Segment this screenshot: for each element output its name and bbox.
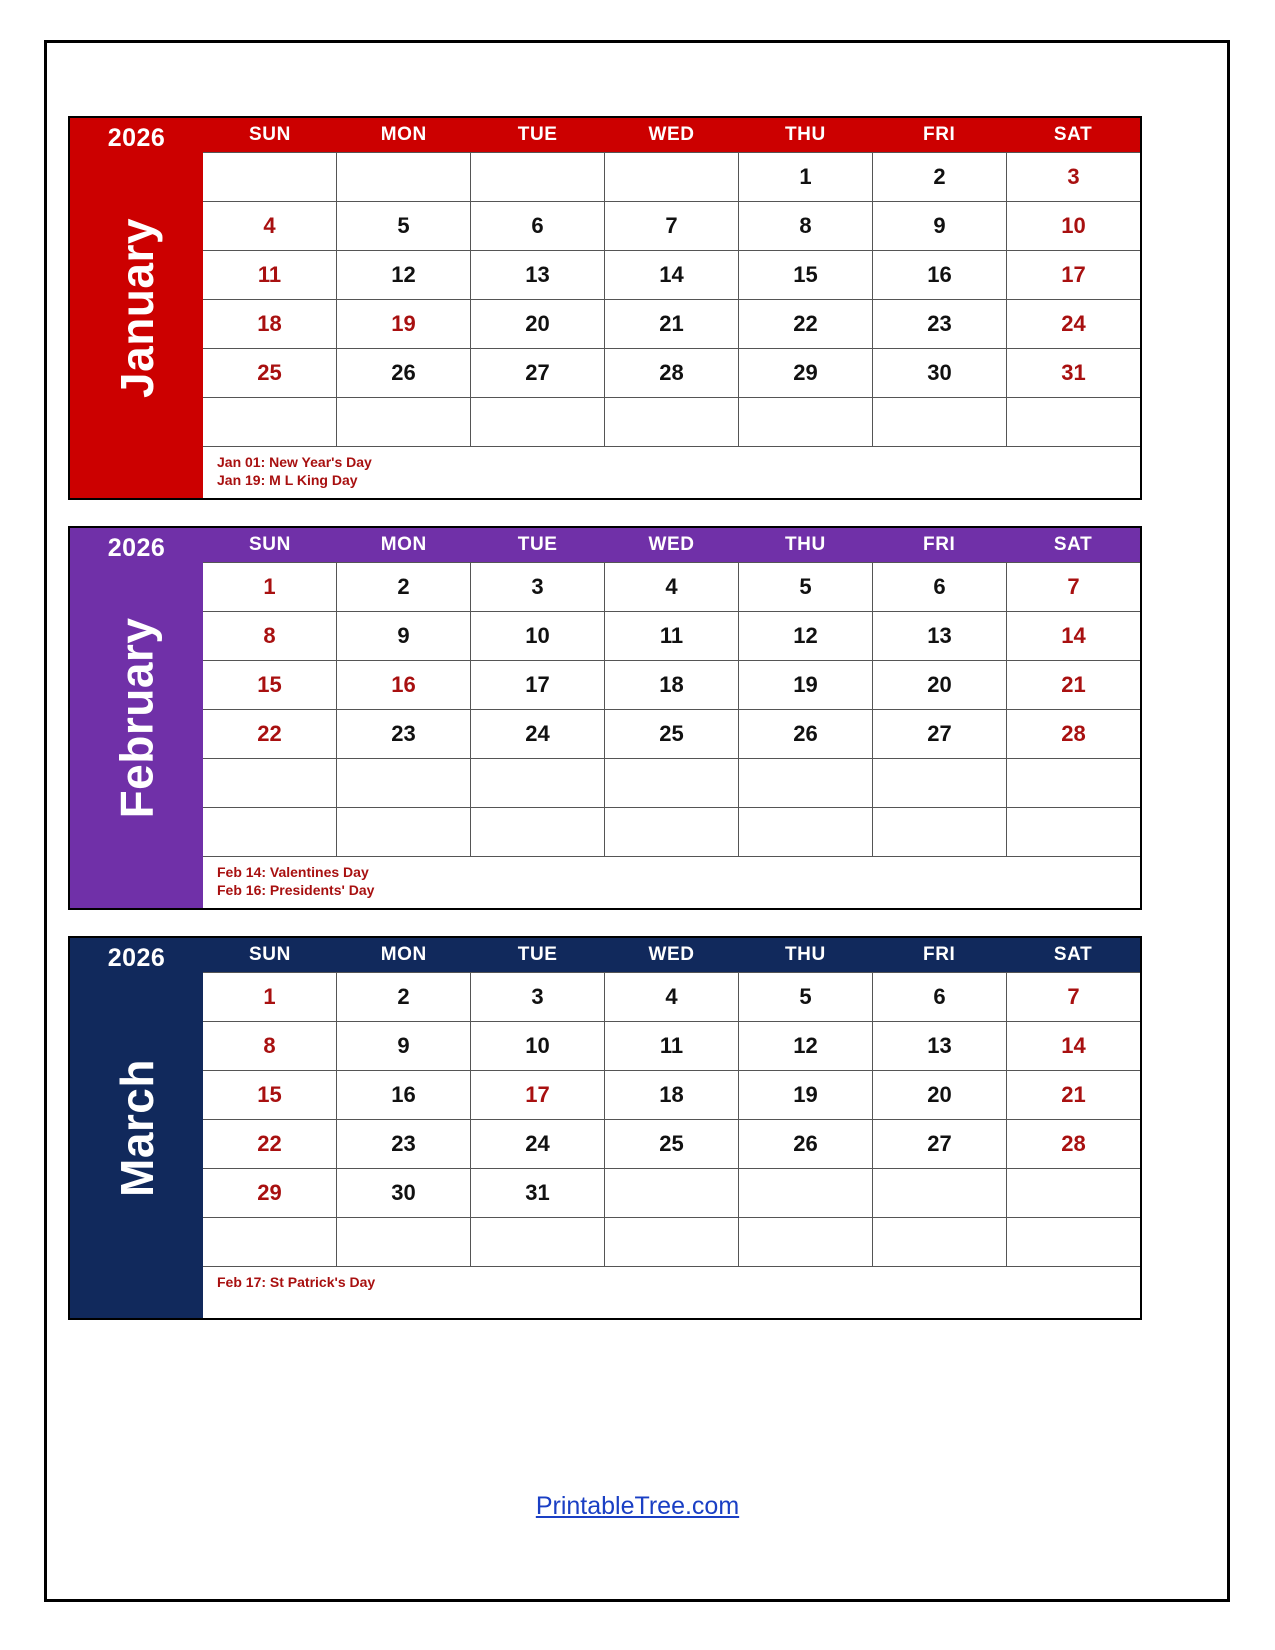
- month-side-panel: [70, 528, 203, 908]
- day-cell[interactable]: 8: [738, 201, 872, 250]
- day-cell[interactable]: [203, 807, 336, 856]
- day-cell[interactable]: 31: [470, 1168, 604, 1217]
- day-cell[interactable]: [604, 397, 738, 446]
- day-cell[interactable]: 19: [738, 660, 872, 709]
- day-cell[interactable]: 25: [604, 709, 738, 758]
- day-cell[interactable]: 17: [1006, 250, 1140, 299]
- day-cell[interactable]: [604, 1168, 738, 1217]
- day-cell[interactable]: 9: [872, 201, 1006, 250]
- day-cell[interactable]: 6: [470, 201, 604, 250]
- day-cell[interactable]: 7: [1006, 972, 1140, 1021]
- day-cell[interactable]: 31: [1006, 348, 1140, 397]
- weekday-header-cell: TUE: [517, 944, 558, 965]
- day-cell[interactable]: 20: [872, 660, 1006, 709]
- calendar-months: [68, 116, 1142, 1346]
- day-cell[interactable]: 4: [604, 972, 738, 1021]
- day-cell[interactable]: 23: [336, 1119, 470, 1168]
- month-year-label: 2026: [107, 944, 166, 972]
- weekday-header-cell: SAT: [1053, 124, 1093, 145]
- week-row: [203, 807, 1140, 856]
- day-cell[interactable]: 21: [1006, 1070, 1140, 1119]
- day-cell[interactable]: [203, 1217, 336, 1266]
- day-cell[interactable]: 18: [604, 1070, 738, 1119]
- day-cell[interactable]: [470, 1217, 604, 1266]
- day-cell[interactable]: 9: [336, 1021, 470, 1070]
- day-cell[interactable]: 27: [872, 1119, 1006, 1168]
- week-row: [203, 758, 1140, 807]
- month-block: [68, 116, 1142, 500]
- day-cell[interactable]: 25: [203, 348, 336, 397]
- day-cell[interactable]: 19: [336, 299, 470, 348]
- day-cell[interactable]: [470, 758, 604, 807]
- weekday-header-cell: FRI: [923, 124, 956, 145]
- weekday-header-cell: TUE: [517, 534, 558, 555]
- day-cell[interactable]: 5: [738, 972, 872, 1021]
- day-cell[interactable]: 24: [470, 1119, 604, 1168]
- day-cell[interactable]: 3: [470, 562, 604, 611]
- weekday-header-cell: THU: [784, 944, 826, 965]
- printabletree-link[interactable]: PrintableTree.com: [535, 1492, 740, 1520]
- week-row: [203, 299, 1140, 348]
- weekday-header-cell: TUE: [517, 124, 558, 145]
- day-cell[interactable]: 9: [336, 611, 470, 660]
- weekday-header-cell: SAT: [1053, 534, 1093, 555]
- day-cell[interactable]: 27: [872, 709, 1006, 758]
- weekday-header-cell: MON: [380, 534, 427, 555]
- holiday-note-line: Feb 14: Valentines Day: [217, 864, 369, 880]
- day-cell[interactable]: 28: [1006, 709, 1140, 758]
- day-cell[interactable]: 12: [738, 611, 872, 660]
- week-row: [203, 201, 1140, 250]
- weekday-header-cell: THU: [784, 534, 826, 555]
- day-cell[interactable]: 5: [336, 201, 470, 250]
- day-cell[interactable]: 16: [872, 250, 1006, 299]
- day-cell[interactable]: [738, 807, 872, 856]
- day-cell[interactable]: 7: [1006, 562, 1140, 611]
- day-cell[interactable]: 16: [336, 660, 470, 709]
- weekday-header-cell: WED: [648, 944, 695, 965]
- day-cell[interactable]: 10: [1006, 201, 1140, 250]
- day-cell[interactable]: 23: [336, 709, 470, 758]
- day-cell[interactable]: 30: [872, 348, 1006, 397]
- day-cell[interactable]: 13: [872, 1021, 1006, 1070]
- day-cell[interactable]: 4: [203, 201, 336, 250]
- holiday-note-line: Jan 01: New Year's Day: [217, 454, 372, 470]
- day-cell[interactable]: [604, 152, 738, 201]
- day-cell[interactable]: [336, 758, 470, 807]
- weekday-header-cell: SUN: [248, 944, 291, 965]
- day-cell[interactable]: 30: [336, 1168, 470, 1217]
- day-cell[interactable]: [604, 807, 738, 856]
- day-cell[interactable]: 10: [470, 1021, 604, 1070]
- day-cell[interactable]: [470, 397, 604, 446]
- month-grid: [203, 118, 1140, 498]
- day-cell[interactable]: 2: [872, 152, 1006, 201]
- day-cell[interactable]: 23: [872, 299, 1006, 348]
- month-name-label: [70, 528, 203, 908]
- day-cell[interactable]: 12: [738, 1021, 872, 1070]
- day-cell[interactable]: 28: [1006, 1119, 1140, 1168]
- day-cell[interactable]: [872, 758, 1006, 807]
- weekday-header-cell: SAT: [1053, 944, 1093, 965]
- day-cell[interactable]: [470, 807, 604, 856]
- day-cell[interactable]: [470, 152, 604, 201]
- weekday-header-cell: THU: [784, 124, 826, 145]
- day-cell[interactable]: [336, 807, 470, 856]
- day-cell[interactable]: 2: [336, 562, 470, 611]
- day-cell[interactable]: 4: [604, 562, 738, 611]
- day-cell[interactable]: 11: [203, 250, 336, 299]
- day-cell[interactable]: 14: [604, 250, 738, 299]
- week-row: [203, 152, 1140, 201]
- day-cell[interactable]: 13: [872, 611, 1006, 660]
- day-cell[interactable]: 14: [1006, 1021, 1140, 1070]
- month-block: [68, 936, 1142, 1320]
- day-cell[interactable]: [738, 1217, 872, 1266]
- weekday-header-cell: WED: [648, 534, 695, 555]
- day-cell[interactable]: 20: [470, 299, 604, 348]
- week-row: [203, 611, 1140, 660]
- day-cell[interactable]: 22: [203, 1119, 336, 1168]
- week-row: [203, 1070, 1140, 1119]
- weekday-header-row: [203, 118, 1140, 152]
- day-cell[interactable]: 12: [336, 250, 470, 299]
- month-name-text: February: [110, 617, 163, 819]
- day-cell[interactable]: 22: [203, 709, 336, 758]
- week-row: [203, 972, 1140, 1021]
- day-cell[interactable]: 15: [203, 1070, 336, 1119]
- week-row: [203, 660, 1140, 709]
- day-cell[interactable]: 25: [604, 1119, 738, 1168]
- day-cell[interactable]: 19: [738, 1070, 872, 1119]
- month-name-label: [70, 938, 203, 1318]
- month-grid: [203, 938, 1140, 1318]
- weekday-header-cell: WED: [648, 124, 695, 145]
- day-cell[interactable]: 29: [738, 348, 872, 397]
- day-cell[interactable]: [872, 1217, 1006, 1266]
- day-cell[interactable]: [336, 397, 470, 446]
- weekday-header-row: [203, 938, 1140, 972]
- day-cell[interactable]: [1006, 758, 1140, 807]
- month-side-panel: [70, 118, 203, 498]
- month-block: [68, 526, 1142, 910]
- day-cell[interactable]: 21: [604, 299, 738, 348]
- weekday-header-cell: FRI: [923, 534, 956, 555]
- day-cell[interactable]: 6: [872, 972, 1006, 1021]
- day-cell[interactable]: 17: [470, 660, 604, 709]
- day-cell[interactable]: [336, 152, 470, 201]
- weekday-header-cell: MON: [380, 124, 427, 145]
- holiday-notes: [203, 1266, 1140, 1318]
- day-cell[interactable]: 24: [1006, 299, 1140, 348]
- month-side-panel: [70, 938, 203, 1318]
- weekday-header-cell: SUN: [248, 534, 291, 555]
- day-cell[interactable]: [872, 807, 1006, 856]
- day-cell[interactable]: 18: [604, 660, 738, 709]
- month-name-label: [70, 118, 203, 498]
- holiday-notes: [203, 446, 1140, 498]
- month-year-label: 2026: [107, 534, 166, 562]
- day-cell[interactable]: 11: [604, 1021, 738, 1070]
- day-cell[interactable]: [1006, 1217, 1140, 1266]
- day-cell[interactable]: [336, 1217, 470, 1266]
- day-cell[interactable]: [203, 152, 336, 201]
- day-cell[interactable]: 3: [470, 972, 604, 1021]
- day-cell[interactable]: [872, 1168, 1006, 1217]
- day-cell[interactable]: 8: [203, 611, 336, 660]
- day-cell[interactable]: [872, 397, 1006, 446]
- day-cell[interactable]: 29: [203, 1168, 336, 1217]
- day-cell[interactable]: 26: [336, 348, 470, 397]
- day-cell[interactable]: 22: [738, 299, 872, 348]
- day-cell[interactable]: 5: [738, 562, 872, 611]
- footer: [0, 1492, 1275, 1521]
- day-cell[interactable]: [738, 758, 872, 807]
- day-cell[interactable]: 16: [336, 1070, 470, 1119]
- holiday-note-line: Feb 16: Presidents' Day: [217, 882, 375, 898]
- day-cell[interactable]: 14: [1006, 611, 1140, 660]
- day-cell[interactable]: 3: [1006, 152, 1140, 201]
- weekday-header-cell: FRI: [923, 944, 956, 965]
- day-cell[interactable]: 10: [470, 611, 604, 660]
- day-cell[interactable]: [203, 397, 336, 446]
- day-cell[interactable]: 18: [203, 299, 336, 348]
- day-cell[interactable]: 15: [203, 660, 336, 709]
- day-cell[interactable]: 13: [470, 250, 604, 299]
- day-cell[interactable]: 17: [470, 1070, 604, 1119]
- day-cell[interactable]: 27: [470, 348, 604, 397]
- week-row: [203, 250, 1140, 299]
- day-cell[interactable]: 21: [1006, 660, 1140, 709]
- month-name-text: March: [110, 1059, 163, 1197]
- day-cell[interactable]: 15: [738, 250, 872, 299]
- day-cell[interactable]: 28: [604, 348, 738, 397]
- day-cell[interactable]: [604, 758, 738, 807]
- weekday-header-cell: SUN: [248, 124, 291, 145]
- week-row: [203, 1168, 1140, 1217]
- week-row: [203, 1217, 1140, 1266]
- day-cell[interactable]: [1006, 807, 1140, 856]
- day-cell[interactable]: 24: [470, 709, 604, 758]
- day-cell[interactable]: [604, 1217, 738, 1266]
- day-cell[interactable]: 26: [738, 709, 872, 758]
- week-row: [203, 348, 1140, 397]
- weekday-header-cell: MON: [380, 944, 427, 965]
- day-cell[interactable]: [1006, 1168, 1140, 1217]
- weekday-header-row: [203, 528, 1140, 562]
- month-year-label: 2026: [107, 124, 166, 152]
- day-cell[interactable]: 2: [336, 972, 470, 1021]
- day-cell[interactable]: 6: [872, 562, 1006, 611]
- week-row: [203, 1119, 1140, 1168]
- week-row: [203, 397, 1140, 446]
- day-cell[interactable]: [1006, 397, 1140, 446]
- day-cell[interactable]: 1: [203, 562, 336, 611]
- day-cell[interactable]: 1: [203, 972, 336, 1021]
- day-cell[interactable]: [738, 397, 872, 446]
- day-cell[interactable]: 7: [604, 201, 738, 250]
- day-cell[interactable]: 11: [604, 611, 738, 660]
- day-cell[interactable]: 20: [872, 1070, 1006, 1119]
- week-row: [203, 709, 1140, 758]
- day-cell[interactable]: 26: [738, 1119, 872, 1168]
- day-cell[interactable]: 1: [738, 152, 872, 201]
- month-grid: [203, 528, 1140, 908]
- holiday-note-line: Feb 17: St Patrick's Day: [217, 1274, 376, 1290]
- day-cell[interactable]: 8: [203, 1021, 336, 1070]
- month-name-text: January: [110, 218, 163, 398]
- day-cell[interactable]: [738, 1168, 872, 1217]
- holiday-notes: [203, 856, 1140, 908]
- week-row: [203, 1021, 1140, 1070]
- week-row: [203, 562, 1140, 611]
- holiday-note-line: Jan 19: M L King Day: [217, 472, 358, 488]
- day-cell[interactable]: [203, 758, 336, 807]
